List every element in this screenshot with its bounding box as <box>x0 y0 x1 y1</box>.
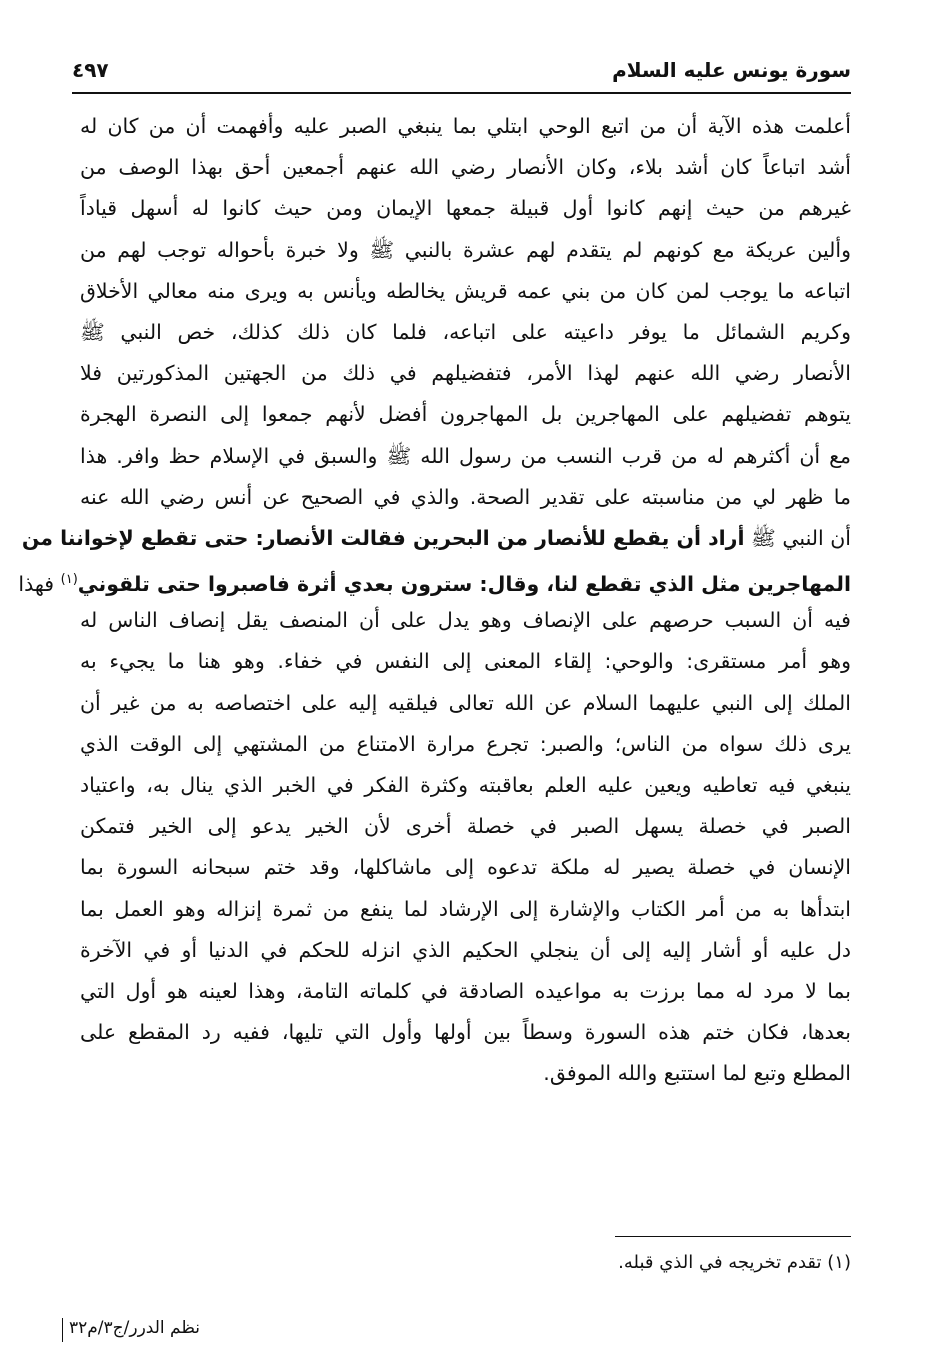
page-number: ٤٩٧ <box>72 58 109 82</box>
footnote-separator <box>615 1236 851 1237</box>
text-line: مع أن أكثرهم له من قرب النسب من رسول الله ﷺ والسبق في الإسلام حظ وافر. هذا <box>80 443 851 468</box>
text-line: الأنصار رضي الله عنهم لهذا الأمر، فتفضيلهم في ذلك من الجهتين المذكورتين فلا <box>80 361 851 386</box>
text-line: ابتدأها به من أمر الكتاب والإشارة إلى الإرشاد لما ينفع من ثمرة إنزاله وهو العمل بما <box>80 896 851 921</box>
main-text <box>18 106 851 1095</box>
text-line: ما ظهر لي من مناسبته على تقدير الصحة. والذي في الصحيح عن أنس رضي الله عنه <box>80 484 851 509</box>
text-line: أعلمت هذه الآية أن من اتبع الوحي ابتلي بما ينبغي الصبر عليه وأفهمت أن من كان له <box>80 114 851 138</box>
hadith-after: فهذا <box>18 571 55 596</box>
text-line-last: المطلع وتبع لما استتبع والله الموفق. <box>543 1061 851 1086</box>
running-header <box>72 52 851 94</box>
hadith-line-2 <box>18 559 851 600</box>
hadith-line-1 <box>21 518 851 559</box>
text-line: الملك إلى النبي عليهما السلام عن الله تعالى فيلقيه إليه على اختصاصه به من غير أن <box>80 690 851 715</box>
hadith-quote: أراد أن يقطع للأنصار من البحرين فقالت الأنصار: حتى تقطع لإخواننا من <box>21 525 745 550</box>
surah-title: سورة يونس عليه السلام <box>612 58 851 82</box>
text-line: وألين عريكة مع كونهم لم يتقدم لهم عشرة بالنبي ﷺ ولا خبرة بأحواله توجب لهم من <box>80 237 851 262</box>
text-line: الصبر في خصلة يسهل الصبر في خصلة أخرى لأن الخير يدعو إلى الخير فتمكن <box>80 814 851 839</box>
text-line: الإنسان في خصلة يصير له ملكة تدعوه إلى ماشاكلها، وقد ختم سبحانه السورة بما <box>80 855 851 880</box>
text-line: بما لا مرد له مما برزت به مواعيده الصادقة في كلماته التامة، وهذا لعينه هو أول التي <box>80 978 851 1003</box>
text-line: فيه أن السبب حرصهم على الإنصاف وهو يدل على أن المنصف يقل إنصاف الناس له <box>80 608 851 633</box>
text-line: يرى ذلك سواه من الناس؛ والصبر: تجرع مرارة الامتناع من المشتهي إلى الوقت الذي <box>80 731 851 756</box>
text-line: غيرهم من حيث إنهم كانوا أول قبيلة جمعها الإيمان ومن حيث كانوا له أسهل قياداً <box>80 196 851 221</box>
text-line: بعدها، فكان ختم هذه السورة وسطاً بين أولها وأول التي تليها، ففيه رد المقطع على <box>80 1020 851 1045</box>
text-line: يتوهم تفضيلهم على المهاجرين بل المهاجرون أفضل لأنهم جمعوا إلى النصرة الهجرة <box>80 402 851 427</box>
text-line: دل عليه أو أشار إليه إلى أن ينجلي الحكيم الذي انزله للحكم في الدنيا أو في الآخرة <box>80 937 851 962</box>
footnote-marker: (١) <box>60 572 78 588</box>
text-line: وكريم الشمائل ما يوفر داعيته على اتباعه، فلما كان ذلك كذلك، خص النبي ﷺ <box>80 319 851 344</box>
hadith-quote-cont: المهاجرين مثل الذي تقطع لنا، وقال: سترون بعدي أثرة فاصبروا حتى تلقوني <box>77 571 851 596</box>
footnote: (١) تقدم تخريجه في الذي قبله. <box>618 1252 851 1273</box>
text-line: اتباعه ما يوجب لمن كان من بني عمه قريش يخالطه ويأنس به ويرى منه معالي الأخلاق <box>80 278 851 303</box>
signature-mark: نظم الدرر/ج٣/م٣٢ <box>62 1318 200 1342</box>
hadith-intro: أن النبي ﷺ <box>751 525 851 550</box>
text-line: أشد اتباعاً كان أشد بلاء، وكان الأنصار رضي الله عنهم أجمعين أحق بهذا الوصف من <box>80 155 851 180</box>
text-line: وهو أمر مستقرى: والوحي: إلقاء المعنى إلى النفس في خفاء. وهو هنا ما يجيء به <box>80 649 851 674</box>
text-line: ينبغي فيه تعاطيه ويعين عليه العلم بعاقبته وكثرة الفكر في الخبر الذي ينال به، واعتياد <box>80 773 851 797</box>
